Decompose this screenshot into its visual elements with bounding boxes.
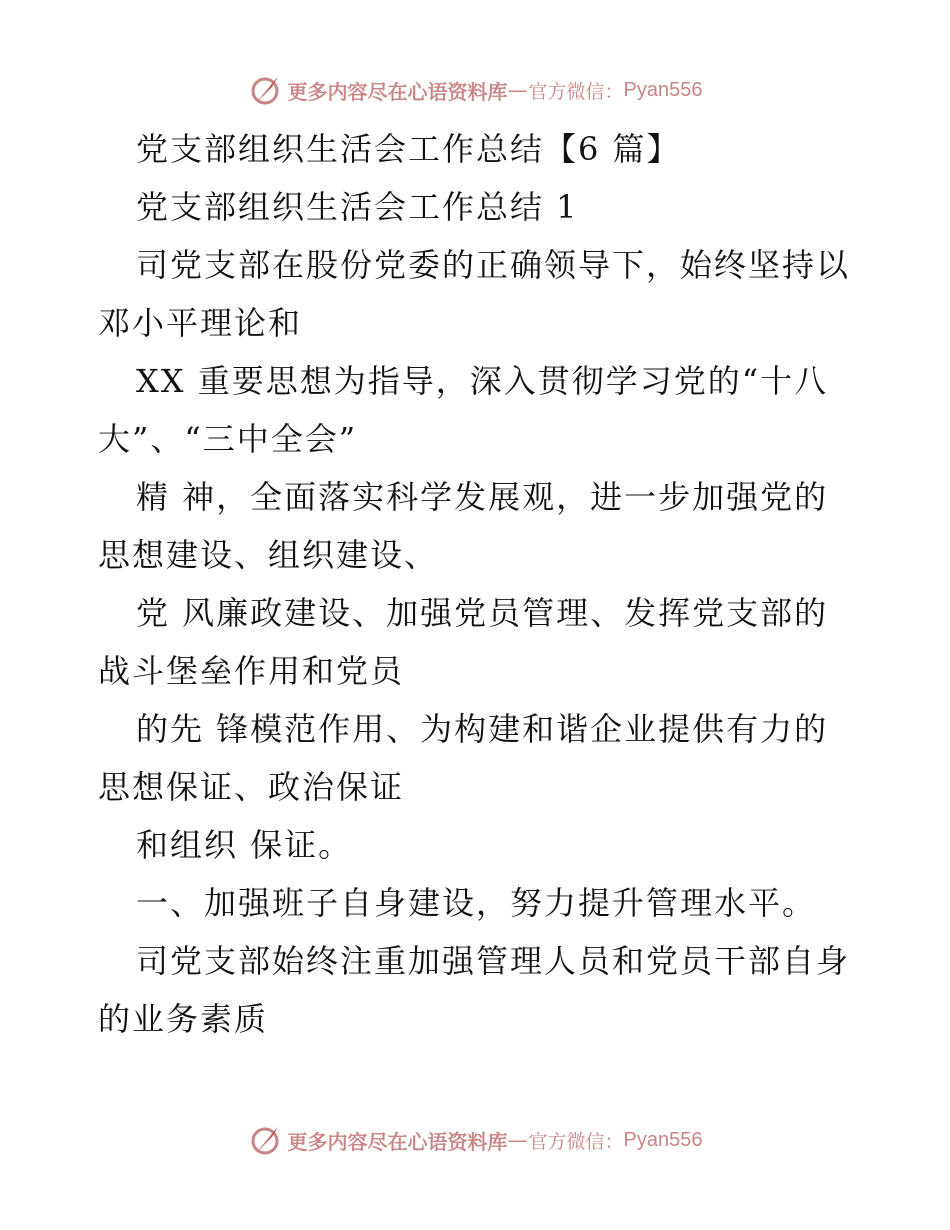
paragraph-line: 党 风廉政建设、加强党员管理、发挥党支部的 [136, 594, 829, 632]
watermark-wechat-id: Pyan556 [623, 1128, 703, 1151]
document-body [98, 120, 858, 1048]
paragraph-line: 和组织 保证。 [136, 826, 353, 864]
quill-logo-icon [248, 73, 282, 107]
watermark-separator: — [507, 78, 527, 102]
watermark-official-label: 官方微信： [528, 1130, 624, 1153]
watermark-official-label: 官方微信： [528, 80, 624, 103]
paragraph-line: 的业务素质 [98, 1000, 269, 1038]
paragraph-line: 大”、“三中全会” [98, 420, 358, 458]
document-title: 党支部组织生活会工作总结【6 篇】 [136, 130, 681, 168]
paragraph-line: 的先 锋模范作用、为构建和谐企业提供有力的 [136, 710, 829, 748]
paragraph-line: 思想建设、组织建设、 [98, 536, 439, 574]
subsection-heading: 一、加强班子自身建设，努力提升管理水平。 [136, 884, 817, 922]
watermark-wechat-id: Pyan556 [623, 78, 703, 101]
paragraph-line: 战斗堡垒作用和党员 [98, 652, 405, 690]
watermark-header [0, 70, 950, 110]
watermark-brand: 更多内容尽在心语资料库 [287, 1129, 508, 1154]
watermark-brand: 更多内容尽在心语资料库 [287, 79, 508, 104]
paragraph-line: XX 重要思想为指导，深入贯彻学习党的“十八 [136, 362, 829, 400]
paragraph-line: 司党支部在股份党委的正确领导下，始终坚持以 [136, 246, 851, 284]
section-heading: 党支部组织生活会工作总结 1 [136, 188, 579, 226]
paragraph-line: 司党支部始终注重加强管理人员和党员干部自身 [136, 942, 851, 980]
paragraph-line: 思想保证、政治保证 [98, 768, 405, 806]
watermark-separator: — [507, 1128, 527, 1152]
watermark-footer [0, 1120, 950, 1160]
paragraph-line: 精 神，全面落实科学发展观，进一步加强党的 [136, 478, 829, 516]
quill-logo-icon [248, 1123, 282, 1157]
paragraph-line: 邓小平理论和 [98, 304, 303, 342]
